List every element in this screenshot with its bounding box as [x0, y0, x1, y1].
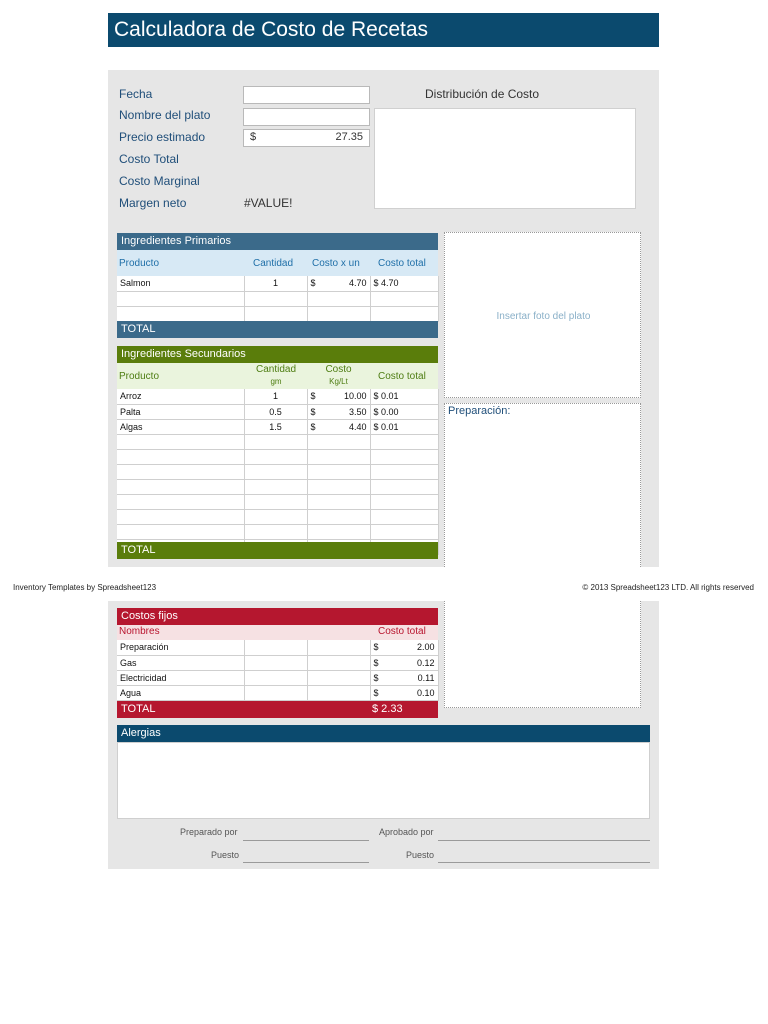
margen-value: #VALUE! — [244, 196, 293, 210]
cell-costo-unit[interactable] — [307, 434, 370, 449]
nombre-text: Preparación — [120, 642, 169, 653]
cell-producto[interactable] — [117, 389, 244, 404]
cell-empty-1[interactable] — [244, 655, 307, 670]
costo-total-text: 0.10 — [416, 687, 435, 698]
currency-symbol: $ — [310, 278, 316, 289]
nombre-text: Agua — [120, 687, 142, 698]
secondary-row — [117, 449, 438, 464]
secondary-total: TOTAL — [117, 542, 438, 559]
cell-empty-2[interactable] — [307, 640, 370, 655]
cell-empty-1[interactable] — [244, 685, 307, 700]
cell-costo-unit[interactable] — [307, 306, 370, 321]
cell-costo-unit[interactable] — [307, 509, 370, 524]
producto-text: Palta — [120, 406, 141, 417]
cell-empty-2[interactable] — [307, 670, 370, 685]
cell-cantidad[interactable] — [244, 524, 307, 539]
cell-producto[interactable] — [117, 404, 244, 419]
cell-producto[interactable] — [117, 419, 244, 434]
primary-col-costo-total: Costo total — [378, 258, 426, 269]
secondary-col-producto: Producto — [119, 371, 160, 382]
primary-total: TOTAL — [117, 321, 438, 338]
costo-total-label: Costo Total — [119, 152, 179, 166]
cell-costo-total[interactable] — [370, 306, 438, 321]
preparacion-box-top[interactable] — [444, 403, 641, 567]
photo-placeholder-text: Insertar foto del plato — [496, 311, 591, 322]
cell-costo-unit[interactable] — [307, 291, 370, 306]
cell-costo-unit[interactable] — [307, 276, 370, 291]
preparacion-box-bottom[interactable] — [444, 601, 641, 708]
cell-cantidad[interactable] — [244, 494, 307, 509]
secondary-col-cantidad: Cantidad — [255, 364, 297, 375]
cell-producto[interactable] — [117, 464, 244, 479]
cell-cantidad[interactable] — [244, 419, 307, 434]
cell-cantidad[interactable] — [244, 479, 307, 494]
secondary-row — [117, 524, 438, 539]
cell-costo-total[interactable] — [370, 404, 438, 419]
cell-cantidad[interactable] — [244, 276, 307, 291]
cantidad-text: 1 — [272, 391, 278, 402]
cell-costo-unit[interactable] — [307, 494, 370, 509]
cell-producto[interactable] — [117, 276, 244, 291]
cell-costo-total[interactable] — [370, 389, 438, 404]
currency-symbol: $ — [373, 642, 379, 653]
footer-left: Inventory Templates by Spreadsheet123 — [13, 583, 157, 592]
producto-text: Algas — [120, 421, 143, 432]
cell-cantidad[interactable] — [244, 404, 307, 419]
aprobado-line[interactable] — [438, 828, 650, 841]
primary-table — [117, 276, 439, 322]
cell-costo-unit[interactable] — [307, 449, 370, 464]
costo-unit-text: 3.50 — [348, 406, 367, 417]
cell-costo-unit[interactable] — [307, 524, 370, 539]
cell-cantidad[interactable] — [244, 291, 307, 306]
primary-col-header-row — [117, 250, 438, 276]
costo-total-text: $ 0.01 — [373, 421, 399, 432]
nombre-field[interactable] — [243, 108, 370, 126]
fecha-field[interactable] — [243, 86, 370, 104]
secondary-col-costo: Costo — [325, 364, 352, 375]
fixed-col-header-row — [117, 625, 438, 640]
secondary-row — [117, 404, 438, 419]
cantidad-text: 1 — [272, 278, 278, 289]
cell-cantidad[interactable] — [244, 509, 307, 524]
producto-text: Arroz — [120, 391, 142, 402]
cell-cantidad[interactable] — [244, 306, 307, 321]
currency-symbol: $ — [373, 657, 379, 668]
costo-total-text: 0.11 — [417, 672, 435, 683]
cell-costo-unit[interactable] — [307, 464, 370, 479]
primary-col-producto: Producto — [119, 258, 160, 269]
costo-total-text: $ 4.70 — [373, 278, 399, 289]
secondary-col-header-row — [117, 363, 438, 389]
fixed-header: Costos fijos — [117, 608, 438, 625]
preparado-line[interactable] — [243, 828, 369, 841]
cell-costo-total[interactable] — [370, 291, 438, 306]
costo-total-text: $ 0.01 — [373, 391, 399, 402]
cell-cantidad[interactable] — [244, 434, 307, 449]
cell-costo-unit[interactable] — [307, 389, 370, 404]
cell-costo-unit[interactable] — [307, 479, 370, 494]
primary-row — [117, 291, 438, 306]
primary-row — [117, 306, 438, 321]
nombre-label: Nombre del plato — [119, 108, 211, 122]
cell-empty-1[interactable] — [244, 640, 307, 655]
cell-producto[interactable] — [117, 291, 244, 306]
puesto-left-line[interactable] — [243, 850, 369, 863]
cell-costo-total[interactable] — [370, 640, 438, 655]
costo-unit-text: 10.00 — [343, 391, 367, 402]
margen-label: Margen neto — [119, 196, 187, 210]
cell-costo-total[interactable] — [370, 509, 438, 524]
distribution-chart-area — [374, 108, 636, 209]
puesto-right-label: Puesto — [406, 850, 435, 860]
fixed-total-value: $ 2.33 — [372, 703, 403, 715]
footer-right: © 2013 Spreadsheet123 LTD. All rights reserved — [582, 583, 754, 592]
secondary-header: Ingredientes Secundarios — [117, 346, 438, 363]
secondary-row — [117, 479, 438, 494]
secondary-row — [117, 419, 438, 434]
preparado-label: Preparado por — [180, 827, 238, 837]
distribution-label: Distribución de Costo — [425, 87, 540, 101]
cell-producto[interactable] — [117, 306, 244, 321]
secondary-row — [117, 464, 438, 479]
cell-nombre[interactable] — [117, 655, 244, 670]
precio-label: Precio estimado — [119, 130, 206, 144]
cell-costo-total[interactable] — [370, 479, 438, 494]
cell-empty-1[interactable] — [244, 670, 307, 685]
cell-costo-total[interactable] — [370, 524, 438, 539]
cell-costo-total[interactable] — [370, 670, 438, 685]
alergias-header: Alergias — [117, 725, 650, 742]
secondary-row — [117, 389, 438, 404]
fixed-table — [117, 640, 439, 701]
precio-value: 27.35 — [335, 131, 363, 143]
cell-producto[interactable] — [117, 524, 244, 539]
fixed-total-row — [117, 701, 438, 718]
currency-symbol: $ — [310, 391, 316, 402]
secondary-col-costo-unit: Kg/Lt — [329, 377, 348, 386]
fecha-label: Fecha — [119, 87, 153, 101]
cell-costo-total[interactable] — [370, 449, 438, 464]
fixed-col-nombres: Nombres — [119, 626, 160, 637]
cell-nombre[interactable] — [117, 670, 244, 685]
precio-currency: $ — [250, 131, 257, 143]
costo-total-text: 2.00 — [416, 642, 435, 653]
costo-unit-text: 4.40 — [348, 421, 367, 432]
currency-symbol: $ — [373, 687, 379, 698]
primary-col-cantidad: Cantidad — [253, 258, 294, 269]
cell-producto[interactable] — [117, 509, 244, 524]
secondary-table — [117, 389, 439, 555]
cell-cantidad[interactable] — [244, 389, 307, 404]
fixed-row — [117, 655, 438, 670]
cell-costo-total[interactable] — [370, 655, 438, 670]
aprobado-label: Aprobado por — [379, 827, 434, 837]
puesto-left-label: Puesto — [211, 850, 240, 860]
currency-symbol: $ — [310, 406, 316, 417]
costo-total-text: 0.12 — [416, 657, 435, 668]
cell-cantidad[interactable] — [244, 449, 307, 464]
cell-costo-total[interactable] — [370, 276, 438, 291]
cell-costo-unit[interactable] — [307, 404, 370, 419]
photo-placeholder[interactable] — [444, 232, 641, 398]
precio-field[interactable] — [243, 129, 370, 147]
costo-unit-text: 4.70 — [348, 278, 367, 289]
fixed-row — [117, 685, 438, 700]
cell-costo-total[interactable] — [370, 434, 438, 449]
cell-producto[interactable] — [117, 449, 244, 464]
cell-producto[interactable] — [117, 494, 244, 509]
currency-symbol: $ — [373, 672, 379, 683]
cell-costo-total[interactable] — [370, 685, 438, 700]
costo-total-text: $ 0.00 — [373, 406, 399, 417]
secondary-row — [117, 434, 438, 449]
cantidad-text: 0.5 — [269, 406, 282, 417]
nombre-text: Electricidad — [120, 672, 167, 683]
primary-col-costo-x-un: Costo x un — [312, 258, 360, 269]
fixed-row — [117, 640, 438, 655]
primary-header: Ingredientes Primarios — [117, 233, 438, 250]
cell-costo-total[interactable] — [370, 464, 438, 479]
cell-producto[interactable] — [117, 479, 244, 494]
cell-costo-total[interactable] — [370, 419, 438, 434]
page-title: Calculadora de Costo de Recetas — [108, 13, 659, 47]
secondary-col-costo-total: Costo total — [378, 371, 426, 382]
fixed-col-costo-total: Costo total — [378, 626, 426, 637]
cell-nombre[interactable] — [117, 640, 244, 655]
nombre-text: Gas — [120, 657, 137, 668]
fixed-row — [117, 670, 438, 685]
cell-empty-2[interactable] — [307, 685, 370, 700]
cell-producto[interactable] — [117, 434, 244, 449]
cell-cantidad[interactable] — [244, 464, 307, 479]
costo-marginal-label: Costo Marginal — [119, 174, 200, 188]
preparacion-label: Preparación: — [448, 405, 511, 417]
cell-costo-total[interactable] — [370, 494, 438, 509]
cell-nombre[interactable] — [117, 685, 244, 700]
cantidad-text: 1.5 — [269, 421, 282, 432]
producto-text: Salmon — [120, 278, 151, 289]
cell-costo-unit[interactable] — [307, 419, 370, 434]
currency-symbol: $ — [310, 421, 316, 432]
alergias-field[interactable] — [117, 742, 650, 819]
secondary-row — [117, 509, 438, 524]
primary-row — [117, 276, 438, 291]
fixed-total-label: TOTAL — [121, 703, 156, 715]
secondary-row — [117, 494, 438, 509]
secondary-col-cantidad-unit: gm — [270, 377, 282, 386]
cell-empty-2[interactable] — [307, 655, 370, 670]
puesto-right-line[interactable] — [438, 850, 650, 863]
